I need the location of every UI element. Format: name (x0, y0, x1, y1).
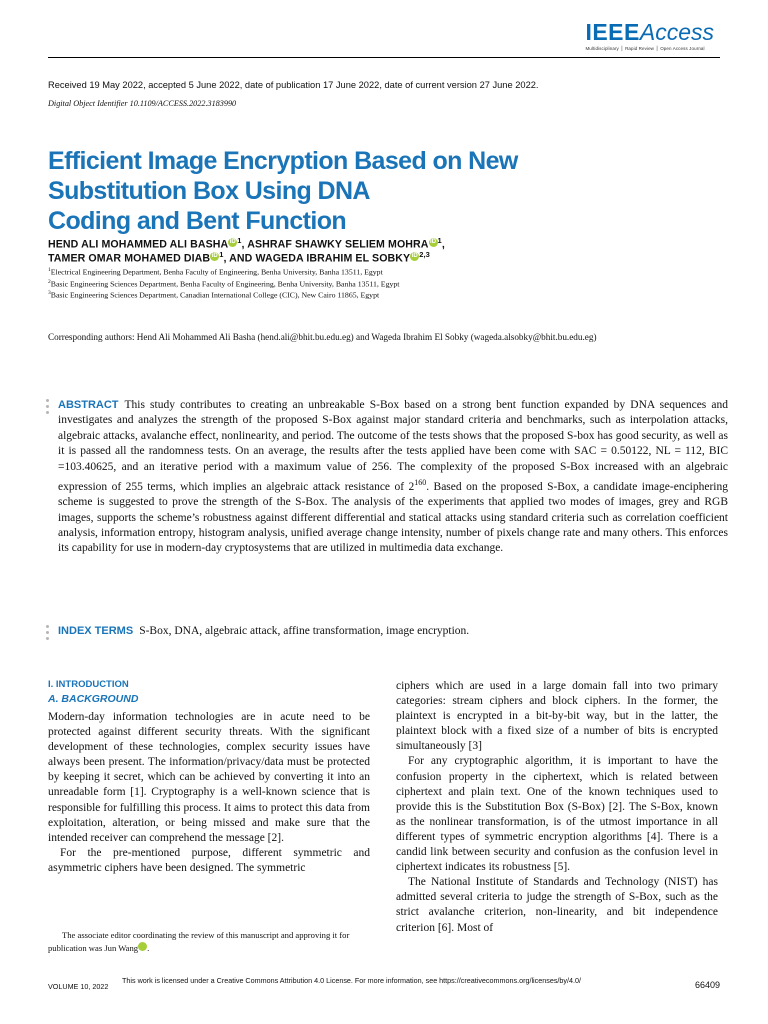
orcid-icon[interactable]: iD (429, 239, 437, 245)
index-terms-text: S-Box, DNA, algebraic attack, affine transformation, image encryption. (139, 625, 470, 637)
title-line: Substitution Box Using DNA (48, 177, 370, 205)
affiliation-number: 1 (48, 267, 51, 273)
volume-label: VOLUME 10, 2022 (48, 982, 109, 991)
index-terms (58, 625, 728, 637)
affiliation-number: 2 (48, 279, 51, 285)
author-line (48, 236, 445, 251)
editor-footnote: The associate editor coordinating the review of this manuscript and approving it for publication was Jun Wang iD. (48, 930, 350, 953)
author-line (48, 250, 430, 265)
right-column (396, 679, 718, 936)
paragraph: For any cryptographic algorithm, it is important to have the confusion property in the ciphertext, which is related between ciphertext and plain text. One of the known techniques used to provide this is the Substitution Box (S-Box) [2]. The S-Box, known as the nonlinear transformation, is of the utmost importance in all different types of symmetric encryption algorithms [4]. There is a candid link between security and confusion as the confusion level in ciphertext indicates its robustness [5]. (396, 755, 718, 874)
footnote-text: The associate editor coordinating the review of this manuscript and approving it for publication was Jun Wang (48, 930, 350, 953)
logo-tagline: Multidisciplinary ⎪ Rapid Review ⎪ Open Access Journal (585, 46, 705, 51)
section-dots-icon (46, 625, 50, 643)
left-column (48, 710, 370, 876)
orcid-icon[interactable]: iD (211, 253, 218, 259)
abstract-text: This study contributes to creating an unbreakable S-Box based on a strong bent function expanded by DNA sequences and investigates and analyzes the strength of the proposed S-Box against major standard criteria and benchmarks, such as interpolation attacks, algebraic attacks, avalanche effect, nonlinearity, and period. The outcome of the tests shows that the proposed S-box has good security, as well as it is passed all the randomness tests. On an average, the results after the tests applied have been come with SAC = 0.50122, NL = 112, BIC =103.40625, and an iterative period with a maximum value of 256. The complexity of the proposed S-Box increased with an algebraic expression of 255 terms, which implies an algebraic attack resistance of 2 (58, 399, 728, 493)
paragraph: The National Institute of Standards and Technology (NIST) has admitted several criteria to judge the strength of S-Box, such as the strict avalanche criterion, non-linearity, and bit independence criterion [6]. Most of (396, 876, 718, 934)
journal-logo (585, 20, 714, 52)
index-terms-label: INDEX TERMS (58, 625, 134, 637)
author-separator: , (441, 238, 445, 251)
logo-brand-italic: Access (639, 19, 714, 45)
author-affil-ref: 1 (219, 250, 224, 259)
license-link[interactable]: This work is licensed under a Creative Commons Attribution 4.0 License. For more information, see https://creativecommons.org/licenses/by/4.0/ (122, 976, 582, 985)
paragraph: ciphers which are used in a large domain fall into two primary categories: stream ciphers and block ciphers. In the former, the plaintext is encrypted in a bit-by-bit way, but in the latter, the plaintext block with a fixed size of a number of bits is encrypted simultaneously [3] (396, 680, 718, 753)
section-dots-icon (46, 399, 50, 417)
author-affil-ref: 1 (437, 236, 442, 245)
page-number: 66409 (694, 980, 720, 990)
paragraph: For the pre-mentioned purpose, different symmetric and asymmetric ciphers have been designed. The symmetric (48, 846, 370, 874)
received-dates: Received 19 May 2022, accepted 5 June 2022, date of publication 17 June 2022, date of current version 27 June 2022. (48, 80, 539, 90)
subsection-heading: A. BACKGROUND (48, 693, 139, 705)
abstract (58, 398, 728, 557)
affiliation (48, 267, 383, 277)
section-heading: I. INTRODUCTION (48, 679, 129, 690)
paper-title (48, 146, 588, 236)
affiliation-text: Electrical Engineering Department, Benha Faculty of Engineering, Benha University, Banha 13511, Egypt (50, 267, 383, 277)
author-name: , ASHRAF SHAWKY SELIEM MOHRA (241, 238, 429, 251)
affiliation (48, 290, 379, 300)
author-affil-ref: 2,3 (419, 250, 430, 259)
affiliation (48, 279, 399, 289)
author-affil-ref: 1 (237, 236, 242, 245)
affiliation-number: 3 (48, 290, 51, 296)
author-name: HEND ALI MOHAMMED ALI BASHA (48, 238, 229, 251)
title-line: Efficient Image Encryption Based on New (48, 147, 518, 175)
title-line: Coding and Bent Function (48, 207, 347, 235)
logo-brand-bold: IEEE (585, 19, 640, 45)
affiliation-text: Basic Engineering Sciences Department, Canadian International College (CIC), New Cairo 11865, Egypt (50, 290, 380, 300)
abstract-exponent: 160 (414, 478, 427, 488)
orcid-icon[interactable]: iD (411, 253, 418, 259)
author-name: TAMER OMAR MOHAMED DIAB (48, 252, 211, 265)
paragraph: Modern-day information technologies are in acute need to be protected against different security threats. With the significant development of these technologies, complex security issues have always been present. The information/privacy/data must be protected by keeping it secret, which can be achieved by converting it into an unreadable form [1]. Cryptography is a well-known science that is responsible for fulfilling this process. It aims to protect this data from exploitation, alteration, or being missed and make sure that the intended receiver can comprehend the message [2]. (48, 711, 370, 844)
header-rule (48, 57, 720, 58)
orcid-icon[interactable]: iD (229, 239, 236, 245)
orcid-icon[interactable]: iD (138, 942, 147, 951)
doi-line: Digital Object Identifier 10.1109/ACCESS.2022.3183990 (48, 99, 237, 108)
affiliation-text: Basic Engineering Sciences Department, Benha Faculty of Engineering, Benha University, Banha 13511, Egypt (50, 279, 400, 289)
author-name: , AND WAGEDA IBRAHIM EL SOBKY (223, 252, 411, 265)
abstract-text-cont: . Based on the proposed S-Box, a candidate image-enciphering scheme is suggested to prove the strength of the S-Box. The analysis of the experiments that applied two modes of images, grey and RGB images, supports the scheme’s robustness against different differential and statical attacks using standard criteria such as correlation coefficient analysis, information entropy, histogram analysis, unified average change intensity, number of pixels change rate and many others. This enforces its capability for use in modern-day cryptosystems that are utilized in multimedia data exchange. (58, 480, 728, 555)
abstract-label: ABSTRACT (58, 399, 119, 411)
corresponding-authors: Corresponding authors: Hend Ali Mohammed Ali Basha (hend.ali@bhit.bu.edu.eg) and Wageda Ibrahim El Sobky (wageda.alsobky@bhit.bu.edu.eg) (48, 332, 597, 342)
